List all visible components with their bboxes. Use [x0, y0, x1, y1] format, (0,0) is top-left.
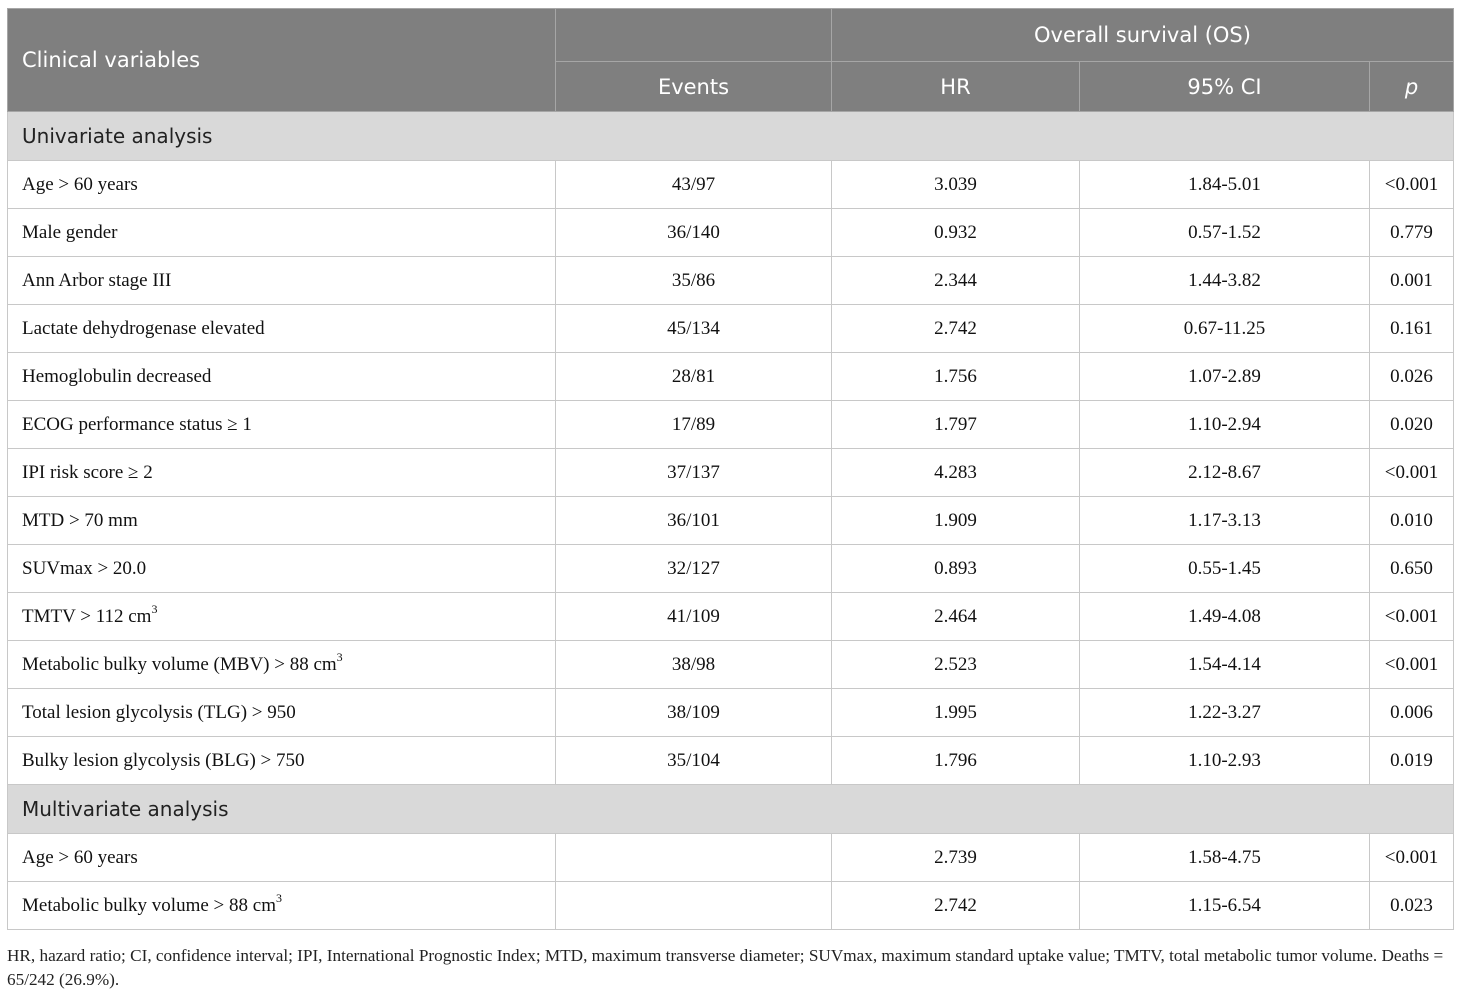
table-row: [8, 737, 1454, 785]
table-row: [8, 161, 1454, 209]
table-header: [8, 9, 1454, 112]
section-univariate: Univariate analysis: [8, 112, 1454, 161]
row-label: Lactate dehydrogenase elevated: [8, 305, 556, 353]
row-events: 45/134: [556, 305, 832, 353]
row-p: 0.006: [1370, 689, 1454, 737]
row-events: 35/86: [556, 257, 832, 305]
row-ci: 1.17-3.13: [1080, 497, 1370, 545]
header-clinical-variables: Clinical variables: [8, 9, 556, 112]
row-p: <0.001: [1370, 449, 1454, 497]
row-label: Ann Arbor stage III: [8, 257, 556, 305]
row-events: 35/104: [556, 737, 832, 785]
header-overall-survival: Overall survival (OS): [832, 9, 1454, 62]
table-row: [8, 593, 1454, 641]
table-row: [8, 641, 1454, 689]
row-events: 36/140: [556, 209, 832, 257]
table-row: [8, 353, 1454, 401]
table-container: [7, 8, 1453, 930]
row-hr: 2.742: [832, 305, 1080, 353]
row-ci: 0.55-1.45: [1080, 545, 1370, 593]
row-ci: 1.15-6.54: [1080, 882, 1370, 930]
row-p: 0.161: [1370, 305, 1454, 353]
header-blank-events-top: [556, 9, 832, 62]
row-label: Age > 60 years: [8, 161, 556, 209]
row-p: 0.019: [1370, 737, 1454, 785]
row-events: 17/89: [556, 401, 832, 449]
survival-table: [7, 8, 1454, 930]
table-row: [8, 689, 1454, 737]
row-p: 0.020: [1370, 401, 1454, 449]
header-ci: 95% CI: [1080, 62, 1370, 112]
row-label: Metabolic bulky volume > 88 $cm^3$: [8, 882, 556, 930]
row-p: 0.026: [1370, 353, 1454, 401]
row-p: 0.010: [1370, 497, 1454, 545]
row-ci: 1.07-2.89: [1080, 353, 1370, 401]
row-ci: 1.44-3.82: [1080, 257, 1370, 305]
row-hr: 4.283: [832, 449, 1080, 497]
row-p: 0.779: [1370, 209, 1454, 257]
row-events: 32/127: [556, 545, 832, 593]
table-row: [8, 401, 1454, 449]
row-hr: 1.995: [832, 689, 1080, 737]
row-hr: 0.893: [832, 545, 1080, 593]
row-events: 43/97: [556, 161, 832, 209]
table-row: [8, 449, 1454, 497]
row-hr: 0.932: [832, 209, 1080, 257]
table-row: [8, 834, 1454, 882]
header-p: p: [1370, 62, 1454, 112]
row-p: <0.001: [1370, 641, 1454, 689]
row-ci: 1.49-4.08: [1080, 593, 1370, 641]
row-hr: 1.756: [832, 353, 1080, 401]
row-label: SUVmax > 20.0: [8, 545, 556, 593]
row-ci: 0.67-11.25: [1080, 305, 1370, 353]
table-row: [8, 882, 1454, 930]
row-hr: 2.739: [832, 834, 1080, 882]
table-row: [8, 209, 1454, 257]
row-label: MTD > 70 mm: [8, 497, 556, 545]
row-ci: 0.57-1.52: [1080, 209, 1370, 257]
table-row: [8, 497, 1454, 545]
row-events: 28/81: [556, 353, 832, 401]
row-hr: 1.909: [832, 497, 1080, 545]
row-label: Bulky lesion glycolysis (BLG) > 750: [8, 737, 556, 785]
row-p: <0.001: [1370, 834, 1454, 882]
row-ci: 1.54-4.14: [1080, 641, 1370, 689]
table-row: [8, 305, 1454, 353]
table-footnote: HR, hazard ratio; CI, confidence interval; IPI, International Prognostic Index; MTD, maximum transverse diameter; SUVmax, maximum standard uptake value; TMTV, total metabolic tumor volume. Deaths = 65/242 (26.9%).: [7, 946, 1444, 989]
row-label: TMTV > 112 $cm^3$: [8, 593, 556, 641]
row-events: [556, 834, 832, 882]
row-ci: 1.10-2.94: [1080, 401, 1370, 449]
header-events: Events: [556, 62, 832, 112]
row-ci: 2.12-8.67: [1080, 449, 1370, 497]
row-hr: 3.039: [832, 161, 1080, 209]
table-body: [8, 112, 1454, 930]
row-label: Metabolic bulky volume (MBV) > 88 $cm^3$: [8, 641, 556, 689]
header-hr: HR: [832, 62, 1080, 112]
row-hr: 2.344: [832, 257, 1080, 305]
row-ci: 1.22-3.27: [1080, 689, 1370, 737]
table-row: [8, 545, 1454, 593]
row-p: 0.001: [1370, 257, 1454, 305]
table-row: [8, 257, 1454, 305]
row-label: Hemoglobulin decreased: [8, 353, 556, 401]
row-label: Age > 60 years: [8, 834, 556, 882]
row-p: <0.001: [1370, 161, 1454, 209]
row-ci: 1.84-5.01: [1080, 161, 1370, 209]
row-hr: 2.742: [832, 882, 1080, 930]
row-hr: 1.796: [832, 737, 1080, 785]
row-hr: 1.797: [832, 401, 1080, 449]
row-p: 0.023: [1370, 882, 1454, 930]
row-events: 38/98: [556, 641, 832, 689]
row-p: <0.001: [1370, 593, 1454, 641]
row-events: 38/109: [556, 689, 832, 737]
row-events: 37/137: [556, 449, 832, 497]
row-hr: 2.523: [832, 641, 1080, 689]
row-label: ECOG performance status ≥ 1: [8, 401, 556, 449]
row-label: Male gender: [8, 209, 556, 257]
row-ci: 1.10-2.93: [1080, 737, 1370, 785]
row-p: 0.650: [1370, 545, 1454, 593]
row-events: 36/101: [556, 497, 832, 545]
row-hr: 2.464: [832, 593, 1080, 641]
row-label: Total lesion glycolysis (TLG) > 950: [8, 689, 556, 737]
row-ci: 1.58-4.75: [1080, 834, 1370, 882]
row-label: IPI risk score ≥ 2: [8, 449, 556, 497]
row-events: 41/109: [556, 593, 832, 641]
section-multivariate: Multivariate analysis: [8, 785, 1454, 834]
row-events: [556, 882, 832, 930]
